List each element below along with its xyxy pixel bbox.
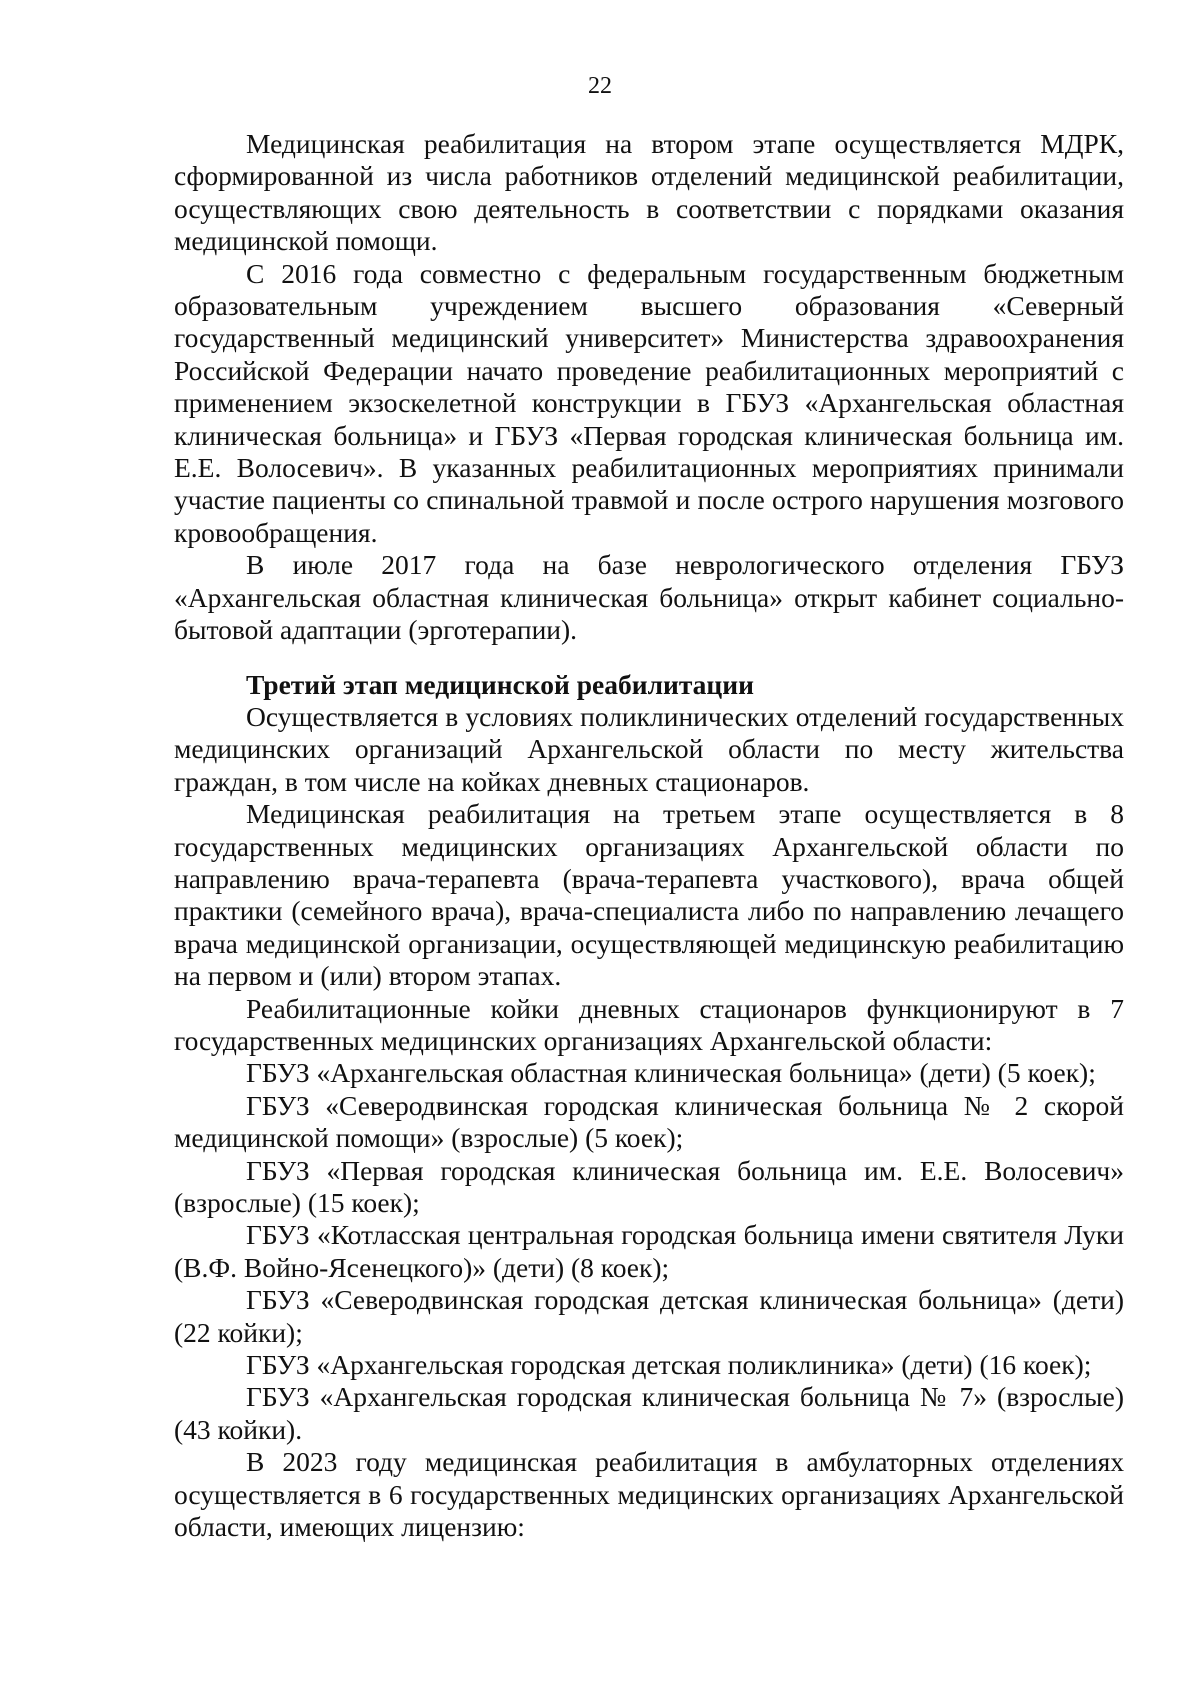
section-heading: Третий этап медицинской реабилитации: [246, 668, 754, 700]
paragraph: Осуществляется в условиях поликлинических отделений государственных медицинских организаций Архангельской области по месту жительства граждан, в том числе на койках дневных стационаров.: [174, 700, 1124, 797]
list-item: ГБУЗ «Архангельская городская детская поликлиника» (дети) (16 коек);: [246, 1349, 1092, 1381]
list-item: ГБУЗ «Первая городская клиническая больница им. Е.Е. Волосевич» (взрослые) (15 коек);: [174, 1154, 1124, 1218]
paragraph: Медицинская реабилитация на втором этапе осуществляется МДРК, сформированной из числа работников отделений медицинской реабилитации, осуществляющих свою деятельность в соответствии с порядками оказания медицинской помощи.: [174, 128, 1124, 257]
paragraph: С 2016 года совместно с федеральным государственным бюджетным образовательным учреждением высшего образования «Северный государственный медицинский университет» Министерства здравоохранения Российской Федерации начато проведение реабилитационных мероприятий с применением экзоскелетной конструкции в ГБУЗ «Архангельская областная клиническая больница» и ГБУЗ «Первая городская клиническая больница им. Е.Е. Волосевич». В указанных реабилитационных мероприятиях принимали участие пациенты со спинальной травмой и после острого нарушения мозгового кровообращения.: [174, 257, 1124, 548]
list-item: ГБУЗ «Северодвинская городская детская клиническая больница» (дети) (22 койки);: [174, 1284, 1124, 1348]
list-item: ГБУЗ «Архангельская городская клиническая больница № 7» (взрослые) (43 койки).: [174, 1381, 1124, 1445]
paragraph: Реабилитационные койки дневных стационаров функционируют в 7 государственных медицинских организациях Архангельской области:: [174, 992, 1124, 1056]
list-item: ГБУЗ «Архангельская областная клиническая больница» (дети) (5 коек);: [246, 1057, 1096, 1089]
list-item: ГБУЗ «Северодвинская городская клиническая больница № 2 скорой медицинской помощи» (взрослые) (5 коек);: [174, 1089, 1124, 1154]
document-body: [174, 128, 1124, 1543]
paragraph: В июле 2017 года на базе неврологического отделения ГБУЗ «Архангельская областная клиническая больница» открыт кабинет социально-бытовой адаптации (эрготерапии).: [174, 549, 1124, 646]
page-number: 22: [588, 73, 612, 99]
list-item: ГБУЗ «Котласская центральная городская больница имени святителя Луки (В.Ф. Войно-Ясенецкого)» (дети) (8 коек);: [174, 1219, 1124, 1283]
paragraph: В 2023 году медицинская реабилитация в амбулаторных отделениях осуществляется в 6 государственных медицинских организациях Архангельской области, имеющих лицензию:: [174, 1446, 1124, 1543]
paragraph: Медицинская реабилитация на третьем этапе осуществляется в 8 государственных медицинских организациях Архангельской области по направлению врача-терапевта (врача-терапевта участкового), врача общей практики (семейного врача), врача-специалиста либо по направлению лечащего врача медицинской организации, осуществляющей медицинскую реабилитацию на первом и (или) втором этапах.: [174, 798, 1124, 992]
